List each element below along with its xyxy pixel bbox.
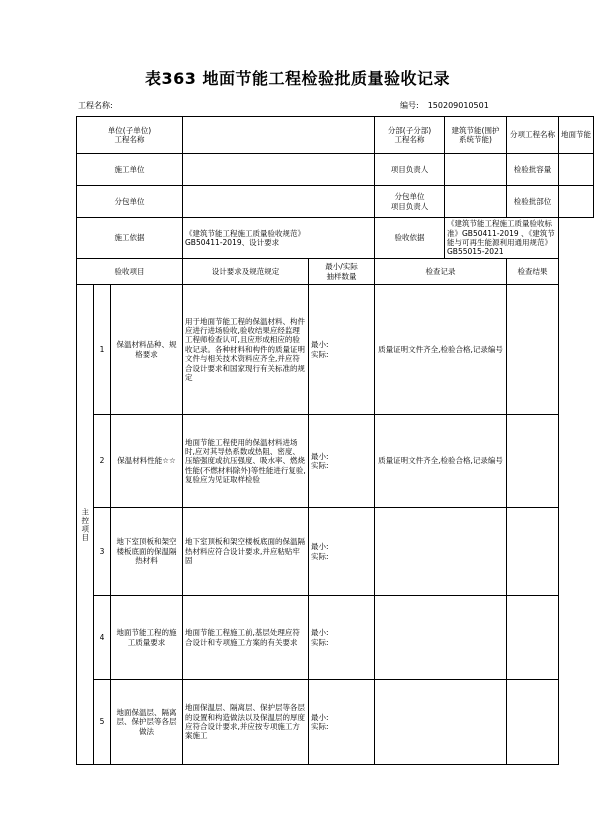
record-code (400, 100, 489, 111)
row-check-record: 质量证明文件齐全,检验合格,记录编号 (375, 415, 507, 508)
row-check-result[interactable] (507, 415, 559, 508)
subdivision-name-value: 建筑节能(围护 系统节能) (445, 117, 507, 154)
row-design-requirement: 地面保温层、隔离层、保护层等各层的设置和构造做法以及保温层的厚度应符合设计要求,并应按专项施工方案施工 (183, 680, 309, 765)
construction-unit-label: 施工单位 (77, 154, 183, 186)
table-row (77, 680, 594, 765)
row-item: 保温材料性能☆☆ (111, 415, 183, 508)
info-row-construction (77, 154, 594, 186)
row-design-requirement: 地下室顶板和架空楼板底面的保温隔热材料应符合设计要求,并应粘贴牢固 (183, 508, 309, 596)
row-design-requirement: 地面节能工程施工前,基层处理应符合设计和专项施工方案的有关要求 (183, 596, 309, 680)
column-header-design: 设计要求及规范规定 (183, 259, 309, 285)
batch-location-value[interactable] (559, 186, 594, 218)
row-check-record[interactable] (375, 508, 507, 596)
project-manager-label: 项目负责人 (375, 154, 445, 186)
subcontract-manager-value[interactable] (445, 186, 507, 218)
row-number: 4 (94, 596, 111, 680)
row-design-requirement: 用于地面节能工程的保温材料、构件应进行进场验收,验收结果应经监理工程师检查认可,且应形成相应的验收记录。各种材料和构件的质量证明文件与相关技术资料应齐全,并应符合设计要求和国家现行有关标准的规定 (183, 285, 309, 415)
row-check-result[interactable] (507, 596, 559, 680)
record-code-value: 150209010501 (427, 101, 489, 110)
project-manager-value[interactable] (445, 154, 507, 186)
subcontract-unit-label: 分包单位 (77, 186, 183, 218)
row-number: 5 (94, 680, 111, 765)
row-check-result[interactable] (507, 508, 559, 596)
row-item: 保温材料品种、规格要求 (111, 285, 183, 415)
row-check-record: 质量证明文件齐全,检验合格,记录编号 (375, 285, 507, 415)
table-row (77, 285, 594, 415)
row-design-requirement: 地面节能工程使用的保温材料进场时,应对其导热系数或热阻、密度、压缩强度或抗压强度、吸水率、燃烧性能(不燃材料除外)等性能进行复验,复验应为见证取样检验 (183, 415, 309, 508)
table-row (77, 415, 594, 508)
column-header-result: 检查结果 (507, 259, 559, 285)
project-name-label: 工程名称: (78, 101, 113, 110)
batch-capacity-value[interactable] (559, 154, 594, 186)
main-control-label: 主控项目 (80, 507, 90, 542)
row-check-record[interactable] (375, 680, 507, 765)
batch-capacity-label: 检验批容量 (507, 154, 559, 186)
info-row-subcontract (77, 186, 594, 218)
row-check-result[interactable] (507, 680, 559, 765)
row-sample-count: 最小: 实际: (309, 508, 375, 596)
item-name-label: 分项工程名称 (507, 117, 559, 154)
row-sample-count: 最小: 实际: (309, 596, 375, 680)
row-item: 地下室顶板和架空楼板底面的保温隔热材料 (111, 508, 183, 596)
batch-location-label: 检验批部位 (507, 186, 559, 218)
info-row-basis (77, 218, 594, 259)
record-code-label: 编号: (400, 101, 419, 110)
page-title: 表363 地面节能工程检验批质量验收记录 (145, 69, 450, 88)
row-check-result[interactable] (507, 285, 559, 415)
row-sample-count: 最小: 实际: (309, 415, 375, 508)
row-item: 地面保温层、隔离层、保护层等各层做法 (111, 680, 183, 765)
construction-basis-label: 施工依据 (77, 218, 183, 259)
column-header-row (77, 259, 594, 285)
row-sample-count: 最小: 实际: (309, 680, 375, 765)
construction-basis-value: 《建筑节能工程施工质量验收规范》 GB50411-2019、设计要求 (183, 218, 375, 259)
row-check-record[interactable] (375, 596, 507, 680)
item-name-value: 地面节能 (559, 117, 594, 154)
acceptance-basis-value: 《建筑节能工程施工质量验收标准》GB50411-2019 、《建筑节能与可再生能源利用通用规范》GB55015-2021 (445, 218, 559, 259)
unit-name-value[interactable] (183, 117, 375, 154)
subcontract-unit-value[interactable] (183, 186, 375, 218)
subdivision-name-label: 分部(子分部) 工程名称 (375, 117, 445, 154)
row-sample-count: 最小: 实际: (309, 285, 375, 415)
info-row-unit (77, 117, 594, 154)
column-header-item: 验收项目 (77, 259, 183, 285)
acceptance-record-table (76, 116, 594, 765)
table-row (77, 508, 594, 596)
acceptance-basis-label: 验收依据 (375, 218, 445, 259)
row-item: 地面节能工程的施工质量要求 (111, 596, 183, 680)
subcontract-manager-label: 分包单位 项目负责人 (375, 186, 445, 218)
main-control-group (77, 285, 94, 765)
unit-name-label: 单位(子单位) 工程名称 (77, 117, 183, 154)
column-header-record: 检查记录 (375, 259, 507, 285)
row-number: 3 (94, 508, 111, 596)
column-header-sample: 最小/实际 抽样数量 (309, 259, 375, 285)
table-row (77, 596, 594, 680)
row-number: 2 (94, 415, 111, 508)
row-number: 1 (94, 285, 111, 415)
construction-unit-value[interactable] (183, 154, 375, 186)
